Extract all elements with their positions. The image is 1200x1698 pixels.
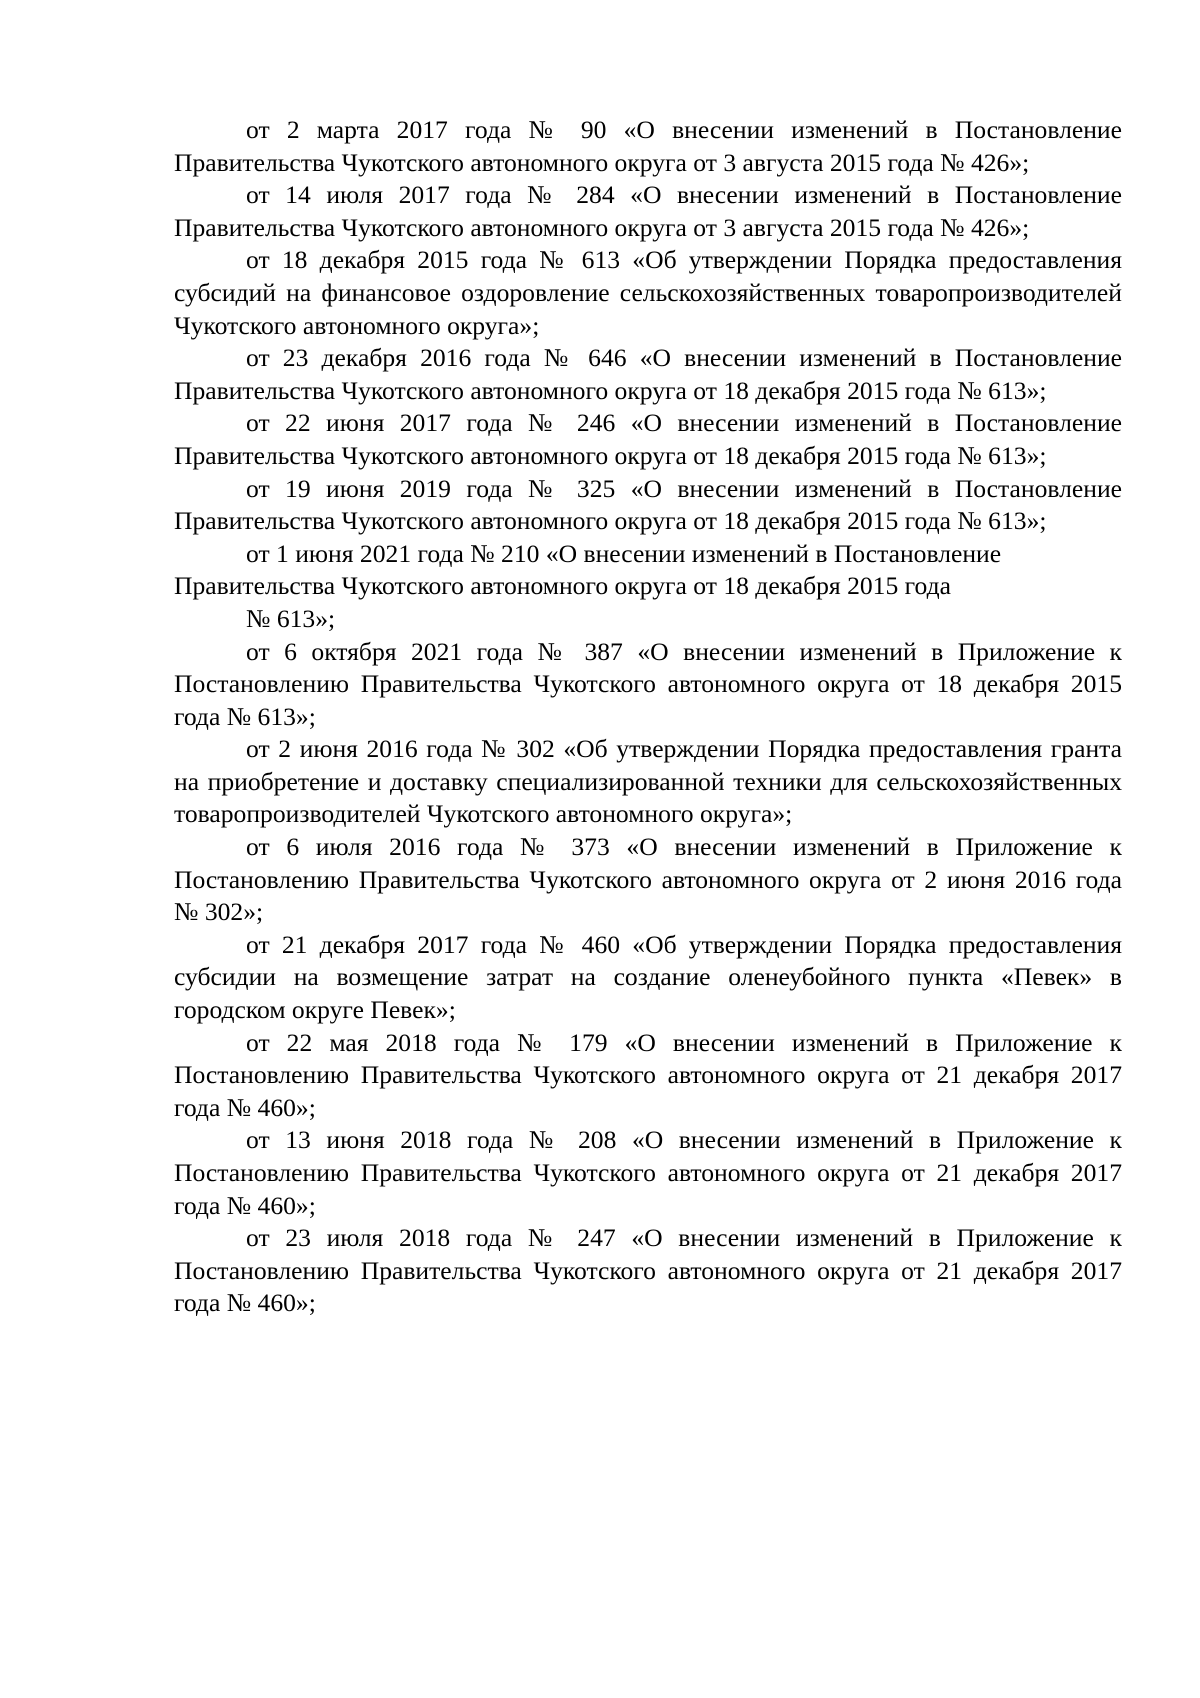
paragraph-7: от 1 июня 2021 года № 210 «О внесении изменений в Постановление Правительства Чукотского автономного округа от 18 декабря 2015 года: [174, 538, 1002, 601]
paragraph-8: от 6 октября 2021 года № 387 «О внесении изменений в Приложение к Постановлению Правительства Чукотского автономного округа от 18 декабря 2015 года № 613»;: [174, 636, 1122, 731]
paragraph-13: от 13 июня 2018 года № 208 «О внесении изменений в Приложение к Постановлению Правительства Чукотского автономного округа от 21 декабря 2017 года № 460»;: [174, 1125, 1122, 1220]
paragraph-1: от 2 марта 2017 года № 90 «О внесении изменений в Постановление Правительства Чукотского автономного округа от 3 августа 2015 года № 426»;: [174, 115, 1122, 177]
paragraph-2: от 14 июля 2017 года № 284 «О внесении изменений в Постановление Правительства Чукотского автономного округа от 3 августа 2015 года № 426»;: [174, 180, 1122, 242]
paragraph-14: от 23 июля 2018 года № 247 «О внесении изменений в Приложение к Постановлению Правительства Чукотского автономного округа от 21 декабря 2017 года № 460»;: [174, 1223, 1122, 1318]
paragraph-9: от 2 июня 2016 года № 302 «Об утверждении Порядка предоставления гранта на приобретение и доставку специализированной техники для сельскохозяйственных товаропроизводителей Чукотского автономного округа»;: [174, 734, 1122, 829]
paragraph-4: от 23 декабря 2016 года № 646 «О внесении изменений в Постановление Правительства Чукотского автономного округа от 18 декабря 2015 года № 613»;: [174, 343, 1122, 405]
paragraph-7-continuation: № 613»;: [246, 603, 336, 633]
paragraph-12: от 22 мая 2018 года № 179 «О внесении изменений в Приложение к Постановлению Правительства Чукотского автономного округа от 21 декабря 2017 года № 460»;: [174, 1027, 1122, 1122]
paragraph-3: от 18 декабря 2015 года № 613 «Об утверждении Порядка предоставления субсидий на финансовое оздоровление сельскохозяйственных товаропроизводителей Чукотского автономного округа»;: [174, 245, 1122, 340]
paragraph-6: от 19 июня 2019 года № 325 «О внесении изменений в Постановление Правительства Чукотского автономного округа от 18 декабря 2015 года № 613»;: [174, 473, 1122, 536]
paragraph-5: от 22 июня 2017 года № 246 «О внесении изменений в Постановление Правительства Чукотского автономного округа от 18 декабря 2015 года № 613»;: [174, 408, 1122, 470]
paragraph-11: от 21 декабря 2017 года № 460 «Об утверждении Порядка предоставления субсидии на возмещение затрат на создание оленеубойного пункта «Певек» в городском округе Певек»;: [174, 929, 1122, 1025]
document-page: [174, 114, 1122, 1320]
paragraph-10: от 6 июля 2016 года № 373 «О внесении изменений в Приложение к Постановлению Правительства Чукотского автономного округа от 2 июня 2016 года № 302»;: [174, 832, 1122, 927]
